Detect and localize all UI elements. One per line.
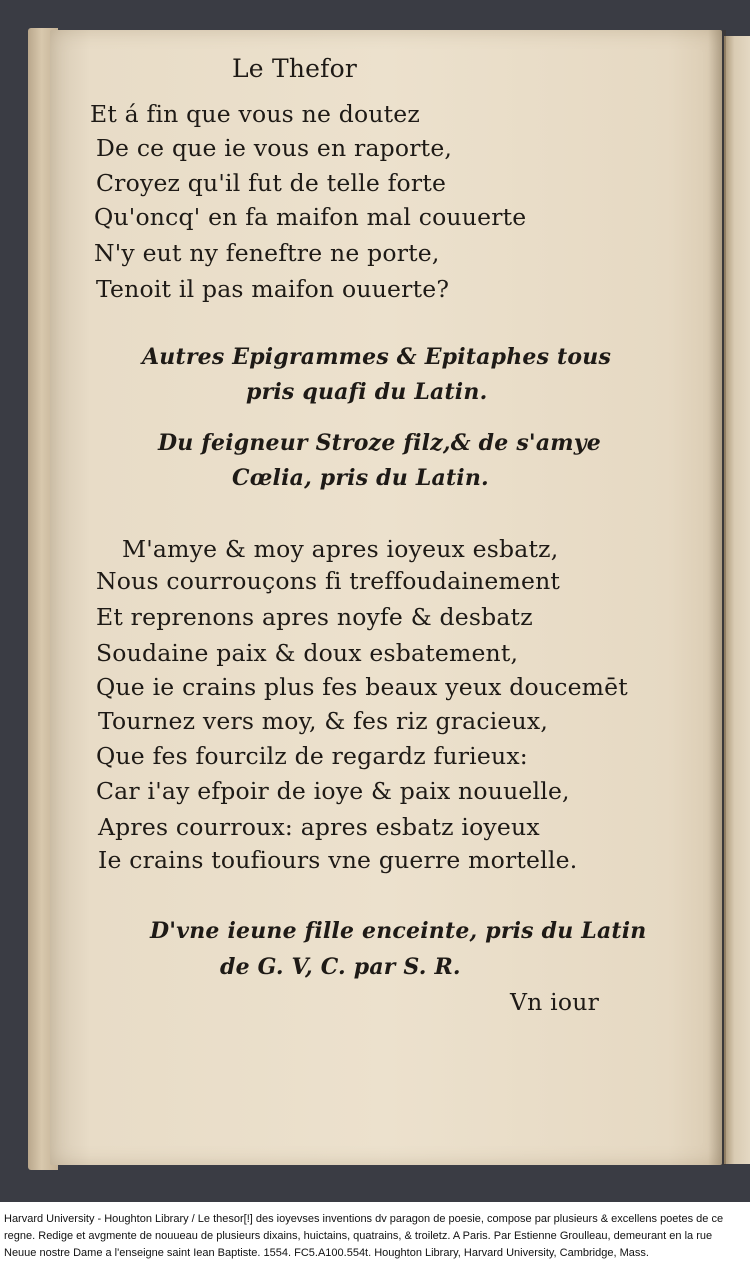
running-head: Le Thefor — [232, 54, 357, 83]
verse-line: M'amye & moy apres ioyeux esbatz, — [122, 535, 559, 563]
next-poem-title: de G. V, C. par S. R. — [220, 954, 461, 980]
verse-line: Croyez qu'il fut de telle forte — [96, 169, 447, 197]
page-fold-shadow — [708, 30, 726, 1165]
caption-text: Harvard University - Houghton Library / Le thesor[!] des ioyevses inventions dv paragon de poesie, compose par plusieurs & excellens poetes de ce regne. Redige et avgmente de nouueau de plusieurs dixains, huictains, quatrains, & troiletz. A Paris. Par Estienne Groulleau, demeurant en la rue Neuue nostre Dame a l'enseigne saint Iean Baptiste. 1554. FC5.A100.554t. Houghton Library, Harvard University, Cambridge, Mass. — [4, 1213, 724, 1259]
verse-line: De ce que ie vous en raporte, — [96, 134, 453, 162]
verse-line: Soudaine paix & doux esbatement, — [96, 639, 519, 667]
poem-title: Cœlia, pris du Latin. — [232, 465, 489, 491]
verse-line: Car i'ay efpoir de ioye & paix nouuelle, — [96, 777, 570, 805]
verse-line: Nous courrouçons fi treffoudainement — [96, 567, 561, 595]
poem-title: Du feigneur Stroze filz,& de s'amye — [158, 430, 601, 456]
book-page — [50, 30, 722, 1165]
facing-page-edge — [724, 36, 750, 1164]
caption-footer — [0, 1202, 750, 1262]
verse-line: Tenoit il pas maifon ouuerte? — [96, 275, 450, 303]
catchword: Vn iour — [510, 988, 600, 1016]
verse-line: Tournez vers moy, & fes riz gracieux, — [98, 707, 548, 735]
verse-line: Ie crains toufiours vne guerre mortelle. — [98, 846, 578, 874]
verse-line: Que ie crains plus fes beaux yeux doucemēt — [96, 673, 628, 701]
next-poem-title: D'vne ieune fille enceinte, pris du Latin — [150, 918, 647, 944]
verse-line: Que fes fourcilz de regardz furieux: — [96, 742, 528, 770]
section-title: Autres Epigrammes & Epitaphes tous — [142, 344, 612, 370]
verse-line: Apres courroux: apres esbatz ioyeux — [98, 813, 540, 841]
verse-line: Et reprenons apres noyfe & desbatz — [96, 603, 533, 631]
verse-line: Qu'oncq' en fa maifon mal couuerte — [94, 203, 527, 231]
section-title: pris quafi du Latin. — [246, 379, 488, 405]
verse-line: Et á fin que vous ne doutez — [90, 100, 420, 128]
verse-line: N'y eut ny feneftre ne porte, — [94, 239, 440, 267]
